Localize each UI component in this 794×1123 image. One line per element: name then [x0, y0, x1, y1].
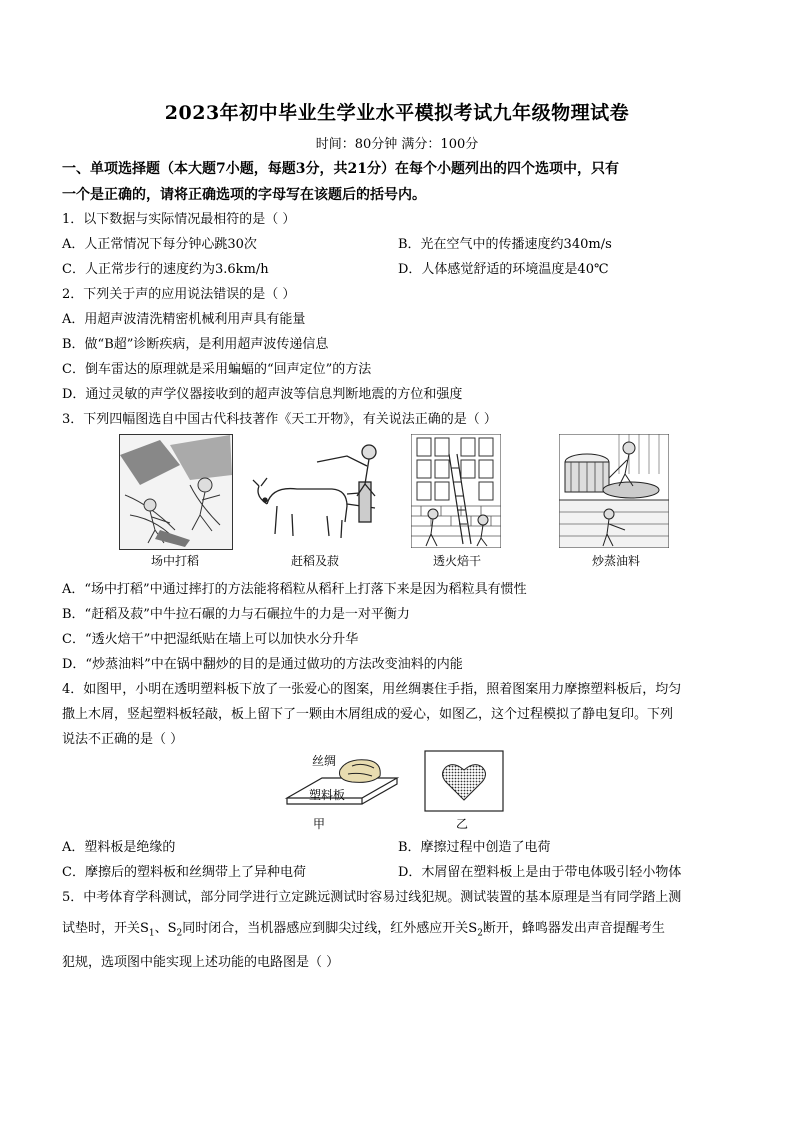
q4-option-d: D．木屑留在塑料板上是由于带电体吸引轻小物体: [398, 865, 682, 880]
q3-stem: 3．下列四幅图选自中国古代科技著作《天工开物》，有关说法正确的是（ ）: [62, 412, 497, 427]
illustration-ox-roller-image: [247, 434, 385, 548]
q2-option-a: A．用超声波清洗精密机械利用声具有能量: [62, 312, 306, 327]
figure-label-plastic-board: 塑料板: [309, 788, 346, 802]
q5-stem-line2: 试垫时，开关$S_1$、$S_2$同时闭合，当机器感应到脚尖过线，红外感应开关$S_2$断开，蜂鸣器发出声音提醒考生: [62, 921, 665, 939]
figure-label-silk: 丝绸: [312, 754, 337, 768]
caption-oil-frying: 炒蒸油料: [591, 554, 640, 568]
q4-option-a: A．塑料板是绝缘的: [62, 840, 176, 855]
illustration-oil-frying-image: [559, 434, 669, 548]
figure-yi-heart-image: [424, 750, 504, 812]
q5-stem-line3: 犯规，选项图中能实现上述功能的电路图是（ ）: [62, 955, 340, 970]
q1-option-a: A．人正常情况下每分钟心跳30次: [62, 237, 257, 252]
q4-stem-line2: 撒上木屑，竖起塑料板轻敲，板上留下了一颗由木屑组成的爱心，如图乙，这个过程模拟了静电复印。下列: [62, 707, 674, 722]
q1-option-b: B．光在空气中的传播速度约340m/s: [398, 237, 612, 252]
illustration-threshing-image: [119, 434, 233, 550]
q2-option-c: C．倒车雷达的原理就是采用蝙蝠的“回声定位”的方法: [62, 362, 372, 377]
q1-option-d: D．人体感觉舒适的环境温度是40℃: [398, 262, 609, 277]
q3-option-c: C．“透火焙干”中把湿纸贴在墙上可以加快水分升华: [62, 632, 359, 647]
q3-option-b: B．“赶稻及菽”中牛拉石碾的力与石碾拉牛的力是一对平衡力: [62, 607, 410, 622]
q2-stem: 2．下列关于声的应用说法错误的是（ ）: [62, 287, 296, 302]
exam-time-score: 时间：80分钟 满分：100分: [315, 137, 479, 152]
q3-option-a: A．“场中打稻”中通过摔打的方法能将稻粒从稻秆上打落下来是因为稻粒具有惯性: [62, 582, 527, 597]
q4-option-b: B．摩擦过程中创造了电荷: [398, 840, 551, 855]
figure-yi-caption: 乙: [456, 817, 469, 831]
q4-stem-line3: 说法不正确的是（ ）: [62, 732, 184, 747]
q1-option-c: C．人正常步行的速度约为3.6km/h: [62, 262, 269, 277]
caption-paper-drying: 透火焙干: [432, 554, 481, 568]
illustration-paper-drying-image: [411, 434, 501, 548]
section1-heading-line1: 一、单项选择题（本大题7小题，每题3分，共21分）在每个小题列出的四个选项中，只有: [62, 161, 619, 177]
q5-stem-line1: 5．中考体育学科测试，部分同学进行立定跳远测试时容易过线犯规。测试装置的基本原理是当有同学踏上测: [62, 890, 682, 905]
q4-option-c: C．摩擦后的塑料板和丝绸带上了异种电荷: [62, 865, 306, 880]
caption-ox-roller: 赶稻及菽: [290, 554, 339, 568]
figure-jia-caption: 甲: [313, 817, 326, 831]
q1-stem: 1．以下数据与实际情况最相符的是（ ）: [62, 212, 296, 227]
q2-option-d: D．通过灵敏的声学仪器接收到的超声波等信息判断地震的方位和强度: [62, 387, 463, 402]
caption-threshing: 场中打稻: [150, 554, 199, 568]
q2-option-b: B．做“B超”诊断疾病，是利用超声波传递信息: [62, 337, 329, 352]
page-title: 2023年初中毕业生学业水平模拟考试九年级物理试卷: [164, 102, 630, 124]
q3-option-d: D．“炒蒸油料”中在锅中翻炒的目的是通过做功的方法改变油料的内能: [62, 657, 463, 672]
section1-heading-line2: 一个是正确的，请将正确选项的字母写在该题后的括号内。: [62, 187, 426, 203]
q4-stem-line1: 4．如图甲，小明在透明塑料板下放了一张爱心的图案，用丝绸裹住手指，照着图案用力摩擦塑料板后，均匀: [62, 682, 682, 697]
